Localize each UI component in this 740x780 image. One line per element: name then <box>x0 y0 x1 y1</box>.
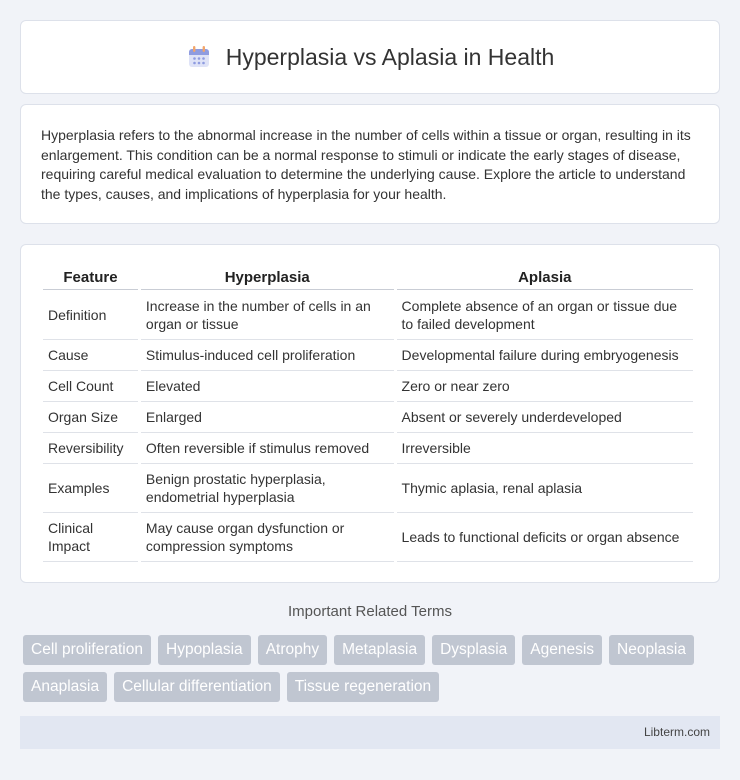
title-card <box>20 20 720 94</box>
table-row <box>43 290 693 340</box>
footer-brand-link[interactable]: Libterm.com <box>643 725 710 739</box>
aplasia-cell: Leads to functional deficits or organ absence <box>397 513 693 562</box>
comparison-table-card <box>20 244 720 583</box>
table-row <box>43 433 693 464</box>
related-term-tag[interactable]: Anaplasia <box>23 672 107 702</box>
related-term-tag[interactable]: Metaplasia <box>334 635 425 665</box>
related-term-tag[interactable]: Atrophy <box>258 635 327 665</box>
calendar-icon <box>186 44 212 70</box>
aplasia-cell: Developmental failure during embryogenesis <box>397 340 693 371</box>
hyperplasia-cell: Often reversible if stimulus removed <box>141 433 394 464</box>
table-row <box>43 464 693 513</box>
hyperplasia-cell: Benign prostatic hyperplasia, endometrial hyperplasia <box>141 464 394 513</box>
related-terms-list <box>23 635 723 702</box>
header-aplasia: Aplasia <box>397 265 693 290</box>
table-row <box>43 402 693 433</box>
feature-cell: Organ Size <box>43 402 138 433</box>
aplasia-cell: Absent or severely underdeveloped <box>397 402 693 433</box>
related-term-tag[interactable]: Tissue regeneration <box>287 672 439 702</box>
feature-cell: Cause <box>43 340 138 371</box>
hyperplasia-cell: Enlarged <box>141 402 394 433</box>
feature-cell: Cell Count <box>43 371 138 402</box>
hyperplasia-cell: Elevated <box>141 371 394 402</box>
footer <box>20 716 720 749</box>
intro-text: Hyperplasia refers to the abnormal increase in the number of cells within a tissue or organ, resulting in its enlargement. This condition can be a normal response to stimuli or indicate the early stages of disease, requiring careful medical evaluation to determine the underlying cause. Explore the article to understand the types, causes, and implications of hyperplasia for your health. <box>41 127 691 202</box>
related-term-tag[interactable]: Dysplasia <box>432 635 515 665</box>
table-row <box>43 340 693 371</box>
aplasia-cell: Thymic aplasia, renal aplasia <box>397 464 693 513</box>
feature-cell: Examples <box>43 464 138 513</box>
feature-cell: Reversibility <box>43 433 138 464</box>
page-title: Hyperplasia vs Aplasia in Health <box>225 43 555 70</box>
header-feature: Feature <box>43 265 138 290</box>
hyperplasia-cell: May cause organ dysfunction or compression symptoms <box>141 513 394 562</box>
related-term-tag[interactable]: Cell proliferation <box>23 635 151 665</box>
intro-card <box>20 104 720 224</box>
related-term-tag[interactable]: Hypoplasia <box>158 635 251 665</box>
aplasia-cell: Complete absence of an organ or tissue due to failed development <box>397 290 693 340</box>
feature-cell: Definition <box>43 290 138 340</box>
table-row <box>43 513 693 562</box>
header-hyperplasia: Hyperplasia <box>141 265 394 290</box>
feature-cell: Clinical Impact <box>43 513 138 562</box>
related-term-tag[interactable]: Agenesis <box>522 635 602 665</box>
aplasia-cell: Irreversible <box>397 433 693 464</box>
hyperplasia-cell: Increase in the number of cells in an organ or tissue <box>141 290 394 340</box>
related-terms-title: Important Related Terms <box>288 603 452 620</box>
table-header-row <box>43 265 693 290</box>
related-term-tag[interactable]: Neoplasia <box>609 635 694 665</box>
aplasia-cell: Zero or near zero <box>397 371 693 402</box>
table-row <box>43 371 693 402</box>
hyperplasia-cell: Stimulus-induced cell proliferation <box>141 340 394 371</box>
related-term-tag[interactable]: Cellular differentiation <box>114 672 280 702</box>
comparison-table <box>40 265 696 562</box>
